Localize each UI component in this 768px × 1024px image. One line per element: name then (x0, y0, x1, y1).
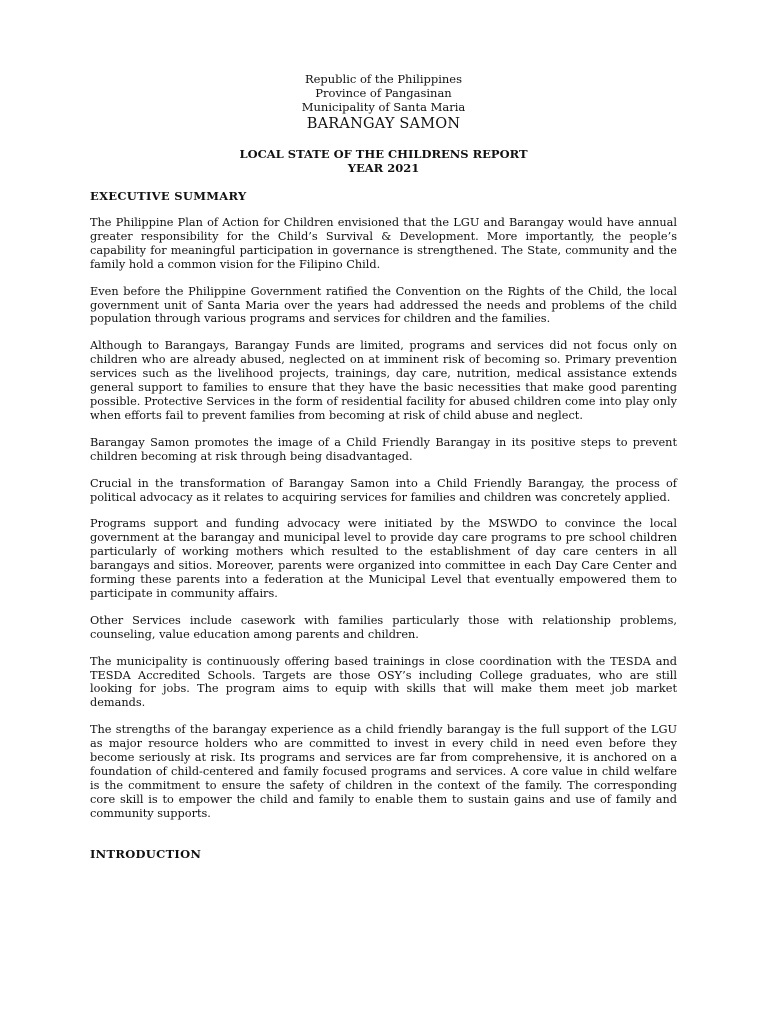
summary-paragraph-4: Barangay Samon promotes the image of a Child Friendly Barangay in its positive steps to prevent children becoming at risk through being disadvantaged. (90, 435, 677, 463)
introduction-heading: INTRODUCTION (90, 846, 202, 861)
header-barangay: BARANGAY SAMON (306, 116, 461, 132)
report-title: LOCAL STATE OF THE CHILDRENS REPORT (239, 147, 528, 161)
summary-paragraph-3: Although to Barangays, Barangay Funds are limited, programs and services did not focus only on children who are already abused, neglected on at imminent risk of becoming so. Primary prevention services such as the livelihood projects, trainings, day care, nutrition, medical assistance extends general support to families to ensure that they have the basic necessities that make good parenting possible. Protective Services in the form of residential facility for abused children come into play only when efforts fail to prevent families from becoming at risk of child abuse and neglect. (90, 339, 677, 422)
summary-paragraph-7: Other Services include casework with families particularly those with relationship problems, counseling, value education among parents and children. (90, 613, 677, 641)
summary-paragraph-5: Crucial in the transformation of Barangay Samon into a Child Friendly Barangay, the process of political advocacy as it relates to acquiring services for families and children was concretely applied. (90, 476, 677, 504)
summary-paragraph-1: The Philippine Plan of Action for Children envisioned that the LGU and Barangay would have annual greater responsibility for the Child’s Survival & Development. More importantly, the people’s capability for meaningful participation in governance is strengthened. The State, community and the family hold a common vision for the Filipino Child. (90, 216, 677, 271)
header-province: Province of Pangasinan (315, 86, 452, 100)
header-municipality: Municipality of Santa Maria (301, 100, 466, 114)
summary-paragraph-2: Even before the Philippine Government ratified the Convention on the Rights of the Child, the local government unit of Santa Maria over the years had addressed the needs and problems of the child population through various programs and services for children and the families. (90, 284, 677, 326)
executive-summary-heading: EXECUTIVE SUMMARY (90, 189, 247, 203)
report-year: YEAR 2021 (347, 161, 420, 175)
summary-paragraph-6: Programs support and funding advocacy were initiated by the MSWDO to convince the local government at the barangay and municipal level to provide day care programs to pre school children particularly of working mothers which resulted to the establishment of day care centers in all barangays and sitios. Moreover, parents were organized into committee in each Day Care Center and forming these parents into a federation at the Municipal Level that eventually empowered them to participate in community affairs. (90, 517, 677, 600)
header-republic: Republic of the Philippines (304, 72, 463, 86)
summary-paragraph-9: The strengths of the barangay experience as a child friendly barangay is the full support of the LGU as major resource holders who are committed to invest in every child in need even before they become seriously at risk. Its programs and services are far from comprehensive, it is anchored on a foundation of child-centered and family focused programs and services. A core value in child welfare is the commitment to ensure the safety of children in the context of the family. The corresponding core skill is to empower the child and family to enable them to sustain gains and use of family and community supports. (90, 723, 677, 820)
document-page (90, 72, 677, 861)
summary-paragraph-8: The municipality is continuously offering based trainings in close coordination with the TESDA and TESDA Accredited Schools. Targets are those OSY’s including College graduates, who are still looking for jobs. The program aims to equip with skills that will make them meet job market demands. (90, 654, 677, 710)
